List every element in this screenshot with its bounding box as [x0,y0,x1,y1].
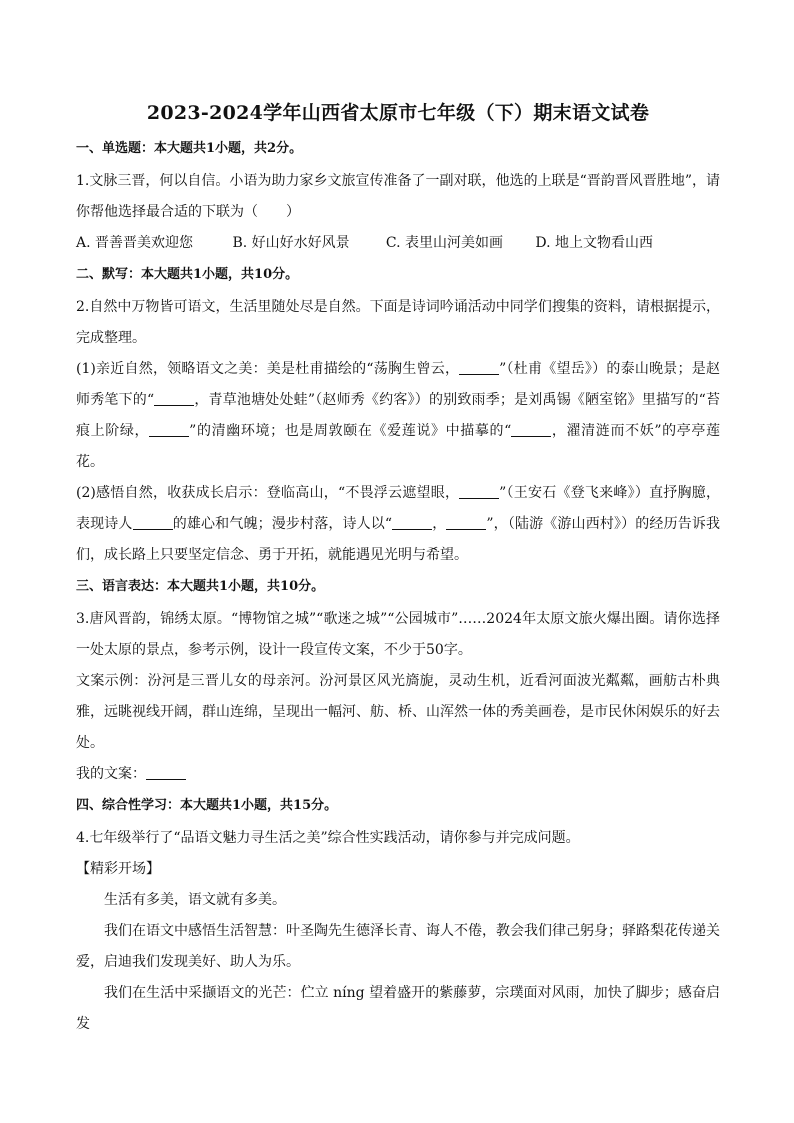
blank-8[interactable] [446,511,486,530]
q2-p1-e: ，濯清涟而不妖”的亭亭莲花。 [76,423,720,470]
q4-line-2: 我们在语文中感悟生活智慧：叶圣陶先生德泽长青、诲人不倦，教会我们律己躬身；驿路梨花传递关爱，启迪我们发现美好、助人为乐。 [76,923,720,970]
blank-2[interactable] [154,387,194,406]
q3-my-copy-label: 我的文案： [76,766,146,782]
blank-9[interactable] [146,761,186,780]
blank-7[interactable] [392,511,432,530]
q1-option-d: D. 地上文物看山西 [535,235,653,251]
page-title: 2023-2024学年山西省太原市七年级（下）期末语文试卷 [146,102,650,124]
q2-part2 [76,478,720,571]
section-3-header: 三、语言表达：本大题共1小题，共10分。 [76,579,325,594]
q2-part1 [76,354,720,478]
q2-p2-e: ”，（陆游《游山西村》）的经历告诉我们，成长路上只要坚定信念、勇于开拓，就能遇见光明与希望。 [76,516,721,563]
blank-5[interactable] [459,480,499,499]
q3-example: 文案示例：汾河是三晋儿女的母亲河。汾河景区风光旖旎，灵动生机，近看河面波光粼粼，画舫古朴典雅，远眺视线开阔，群山连绵，呈现出一幅河、舫、桥、山浑然一体的秀美画卷，是市民休闲娱乐的好去处。 [76,673,720,751]
blank-6[interactable] [133,511,173,530]
q2-p1-b: ”（杜甫《望岳》）的泰山晚景；是赵师秀笔下的“ [76,361,720,408]
q4-line-1: 生活有多美，语文就有多美。 [104,892,286,908]
blank-4[interactable] [511,418,551,437]
section-1-header: 一、单选题：本大题共1小题，共2分。 [76,141,303,156]
q1-option-a: A. 晋善晋美欢迎您 [76,235,194,251]
q2-p1-d: ”的清幽环境；也是周敦颐在《爱莲说》中描摹的“ [189,423,512,439]
q3-my-copy [76,759,720,790]
q4-heading: 【精彩开场】 [76,861,160,877]
q1-option-c: C. 表里山河美如画 [385,235,504,251]
q2-p2-c: 的雄心和气魄；漫步村落，诗人以“ [172,516,393,532]
section-2-header: 二、默写：本大题共1小题，共10分。 [76,267,299,282]
blank-1[interactable] [459,356,499,375]
q2-p1-c: ，青草池塘处处蛙”（赵师秀《约客》）的别致雨季；是刘禹锡《陋室铭》里描写的“苔痕上阶绿， [76,392,720,439]
q2-p2-a: (2)感悟自然，收获成长启示：登临高山，“不畏浮云遮望眼， [76,485,460,501]
q1-option-b: B. 好山好水好风景 [232,235,350,251]
q2-stem: 2.自然中万物皆可语文，生活里随处尽是自然。下面是诗词吟诵活动中同学们搜集的资料，请根据提示，完成整理。 [76,299,720,346]
q2-p2-d: ， [432,516,447,532]
q4-line-3: 我们在生活中采撷语文的光芒：伫立 níng 望着盛开的紫藤萝，宗璞面对风雨，加快了脚步；感奋启发 [76,985,720,1032]
q1-stem: 1.文脉三晋，何以自信。小语为助力家乡文旅宣传准备了一副对联，他选的上联是“晋韵晋风晋胜地”，请你帮他选择最合适的下联为（ ） [76,173,720,220]
q2-p1-a: (1)亲近自然，领略语文之美：美是杜甫描绘的“荡胸生曾云， [76,361,460,377]
section-4-header: 四、综合性学习：本大题共1小题，共15分。 [76,798,338,813]
q3-stem: 3.唐风晋韵，锦绣太原。“博物馆之城”“歌迷之城”“公园城市”……2024年太原文旅火爆出圈。请你选择一处太原的景点，参考示例，设计一段宣传文案，不少于50字。 [76,611,720,658]
q1-options [76,228,720,259]
q4-stem: 4.七年级举行了“品语文魅力寻生活之美”综合性实践活动，请你参与并完成问题。 [76,830,580,846]
q2-p2-b: ”（王安石《登飞来峰》）直抒胸臆，表现诗人 [76,485,720,532]
blank-3[interactable] [149,418,189,437]
